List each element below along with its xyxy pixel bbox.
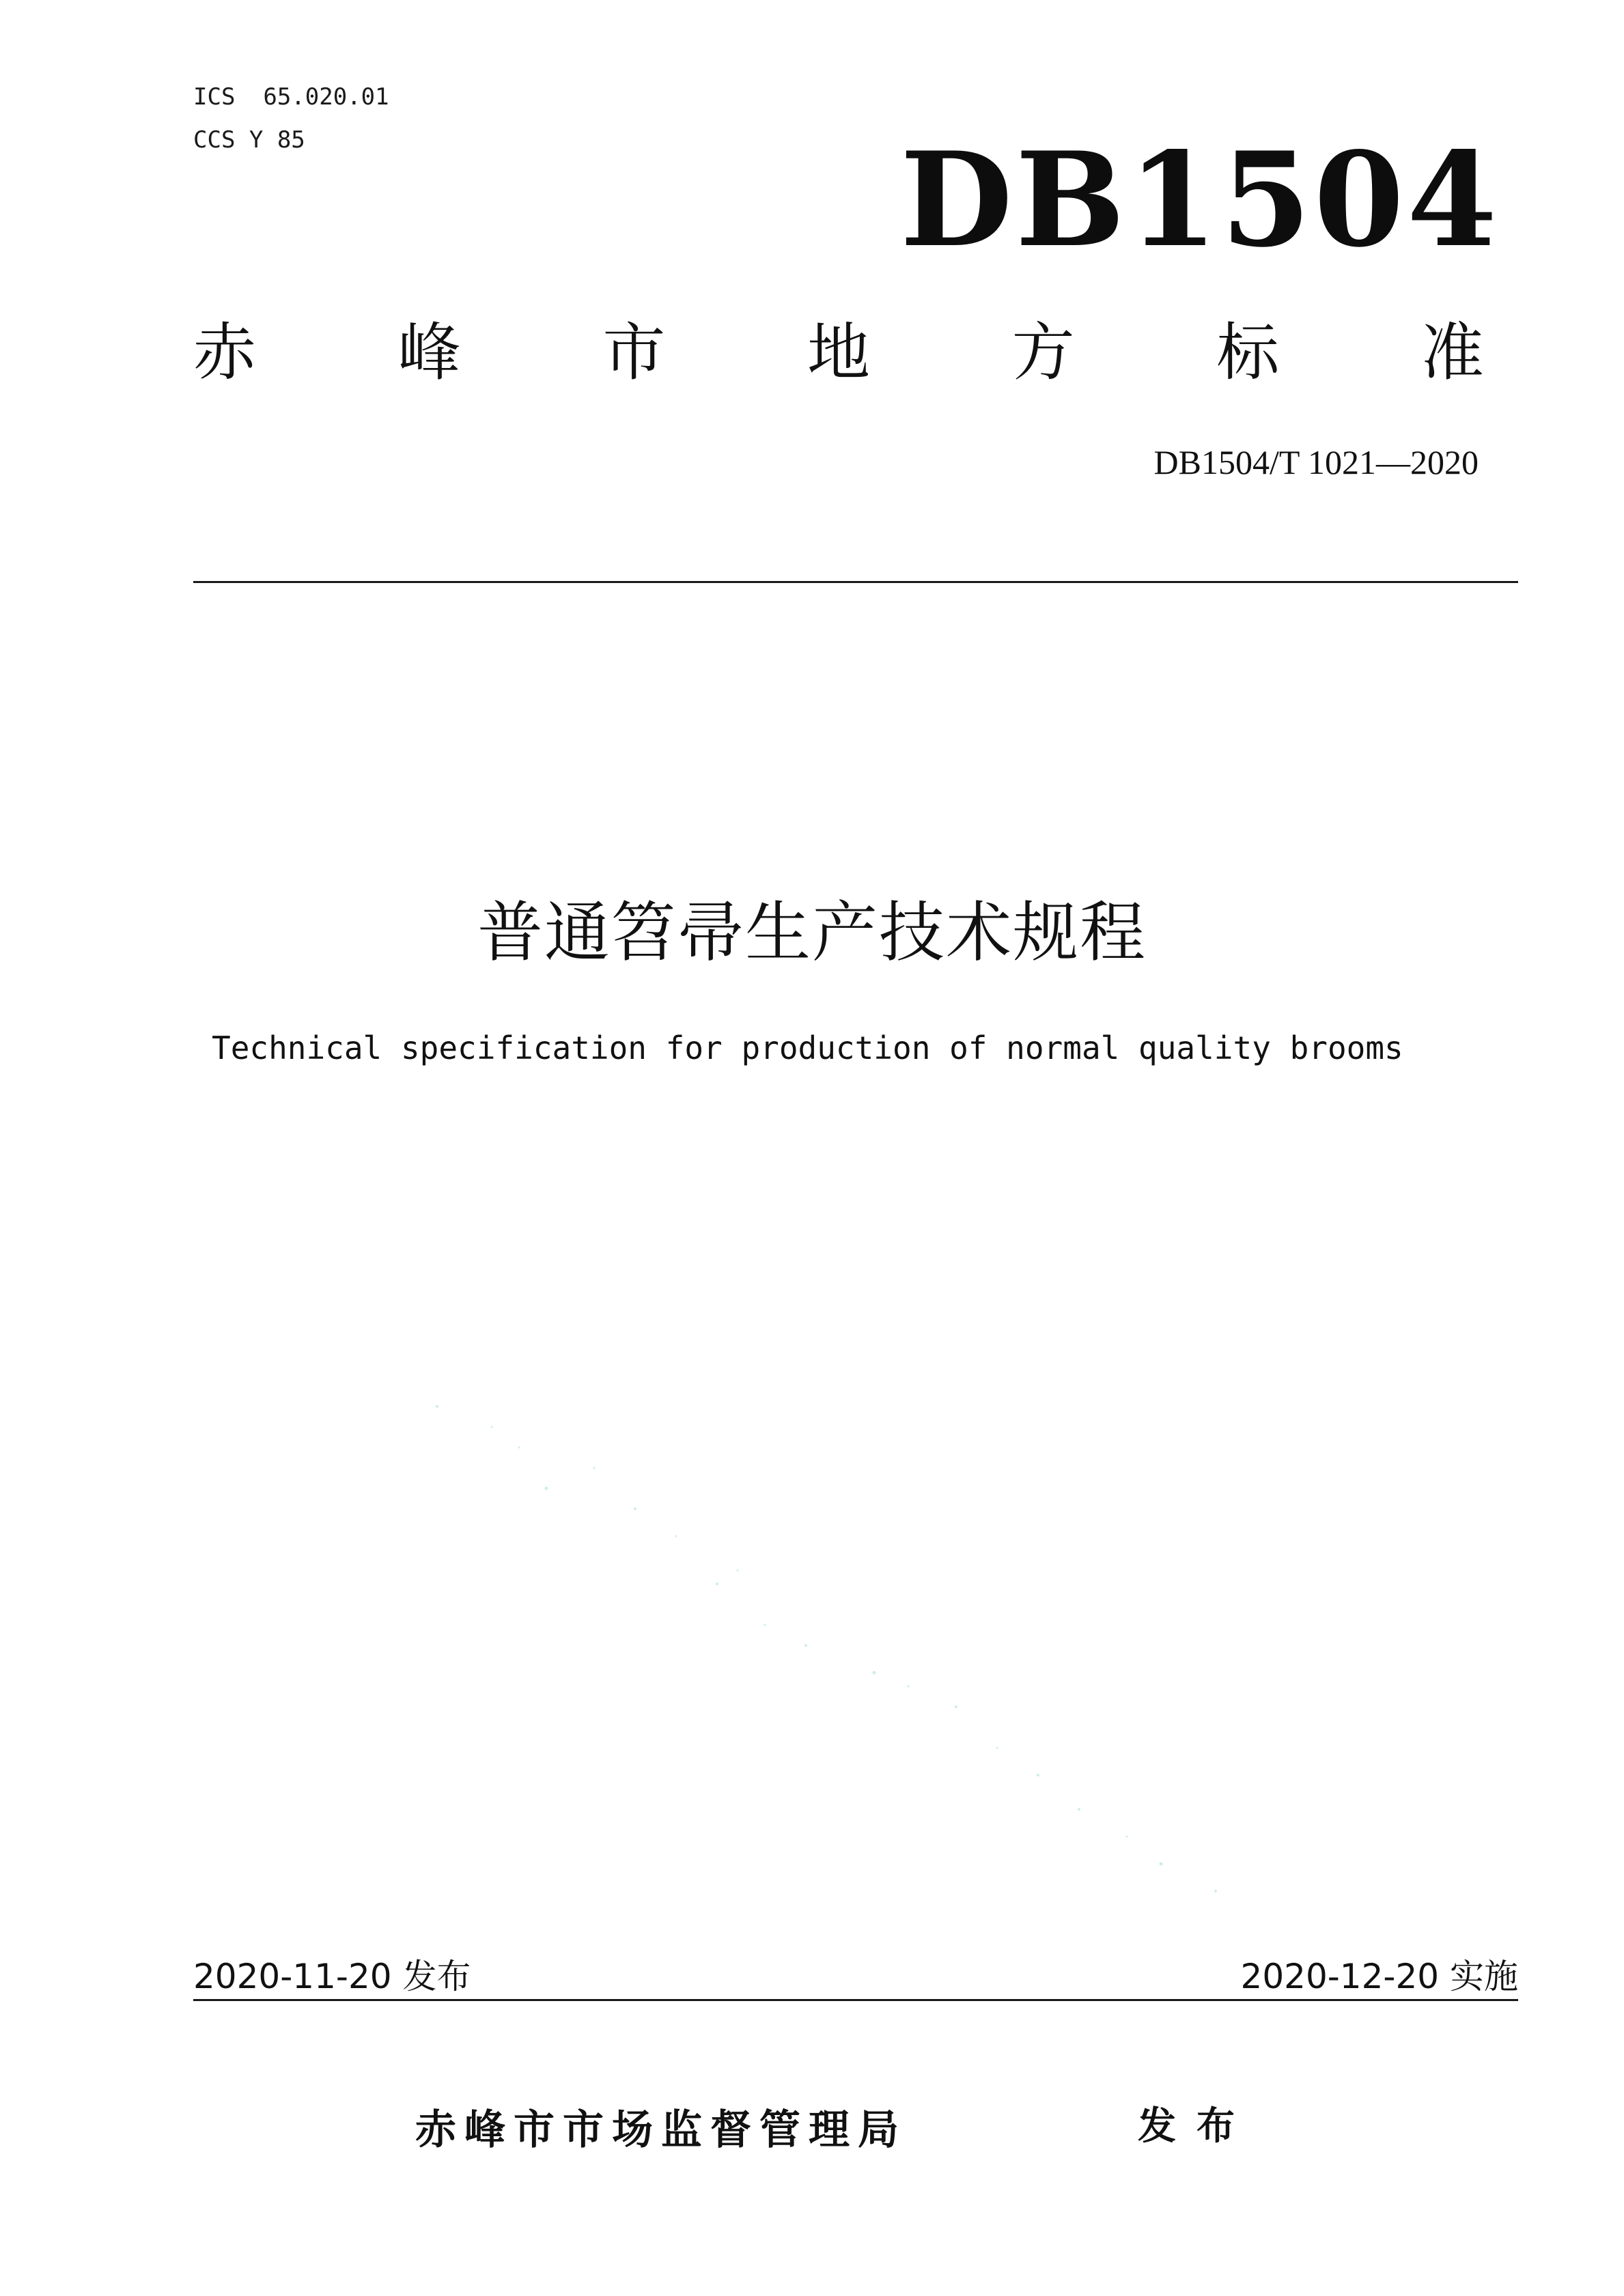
scan-speckle <box>634 1507 636 1510</box>
standard-type-char: 标 <box>1216 316 1280 389</box>
scan-speckle <box>996 1747 998 1749</box>
scan-speckle <box>764 1624 766 1626</box>
scan-speckle <box>1214 1890 1217 1893</box>
scan-speckle <box>545 1487 548 1490</box>
publisher-name: 赤峰市市场监督管理局 <box>415 2106 907 2154</box>
scan-speckle <box>491 1426 493 1428</box>
footer-divider <box>193 1999 1518 2001</box>
standard-type-char: 准 <box>1420 316 1484 389</box>
ics-code: ICS 65.020.01 <box>193 83 389 111</box>
standard-type-char: 地 <box>807 316 870 389</box>
scan-speckle <box>955 1705 957 1708</box>
scan-speckle <box>593 1467 596 1469</box>
document-title-cn <box>0 881 1624 974</box>
scan-speckle <box>737 1570 739 1572</box>
standard-number: DB1504/T 1021—2020 <box>1153 443 1479 481</box>
standard-code-heading: DB1504 <box>900 124 1500 276</box>
date-row <box>193 1949 1518 1997</box>
scan-speckle <box>908 1686 910 1688</box>
release-date: 2020-11-20 发布 <box>193 1957 471 1996</box>
scan-speckle <box>1037 1774 1039 1776</box>
scan-speckle <box>716 1583 718 1585</box>
standard-type-heading <box>193 315 1484 391</box>
scan-speckle <box>1160 1862 1163 1866</box>
scan-speckle <box>1078 1808 1080 1811</box>
scan-speckle <box>518 1447 520 1449</box>
header-divider <box>193 581 1518 583</box>
ccs-code: CCS Y 85 <box>193 126 305 154</box>
scan-speckle <box>1126 1836 1128 1838</box>
publish-label: 发布 <box>1138 2104 1255 2149</box>
standard-type-char: 市 <box>602 316 666 389</box>
scan-speckle <box>675 1535 677 1537</box>
scan-speckle <box>436 1405 438 1408</box>
scan-speckle <box>804 1644 807 1647</box>
document-title-en: Technical specification for production of normal quality brooms <box>212 1030 1403 1066</box>
standard-type-char: 峰 <box>397 316 461 389</box>
standard-type-char: 方 <box>1011 316 1075 389</box>
document-title-cn-text: 普通笤帚生产技术规程 <box>477 894 1147 971</box>
implementation-date: 2020-12-20 实施 <box>1240 1957 1518 1996</box>
scan-speckle <box>873 1671 876 1675</box>
standard-type-char: 赤 <box>193 316 257 389</box>
